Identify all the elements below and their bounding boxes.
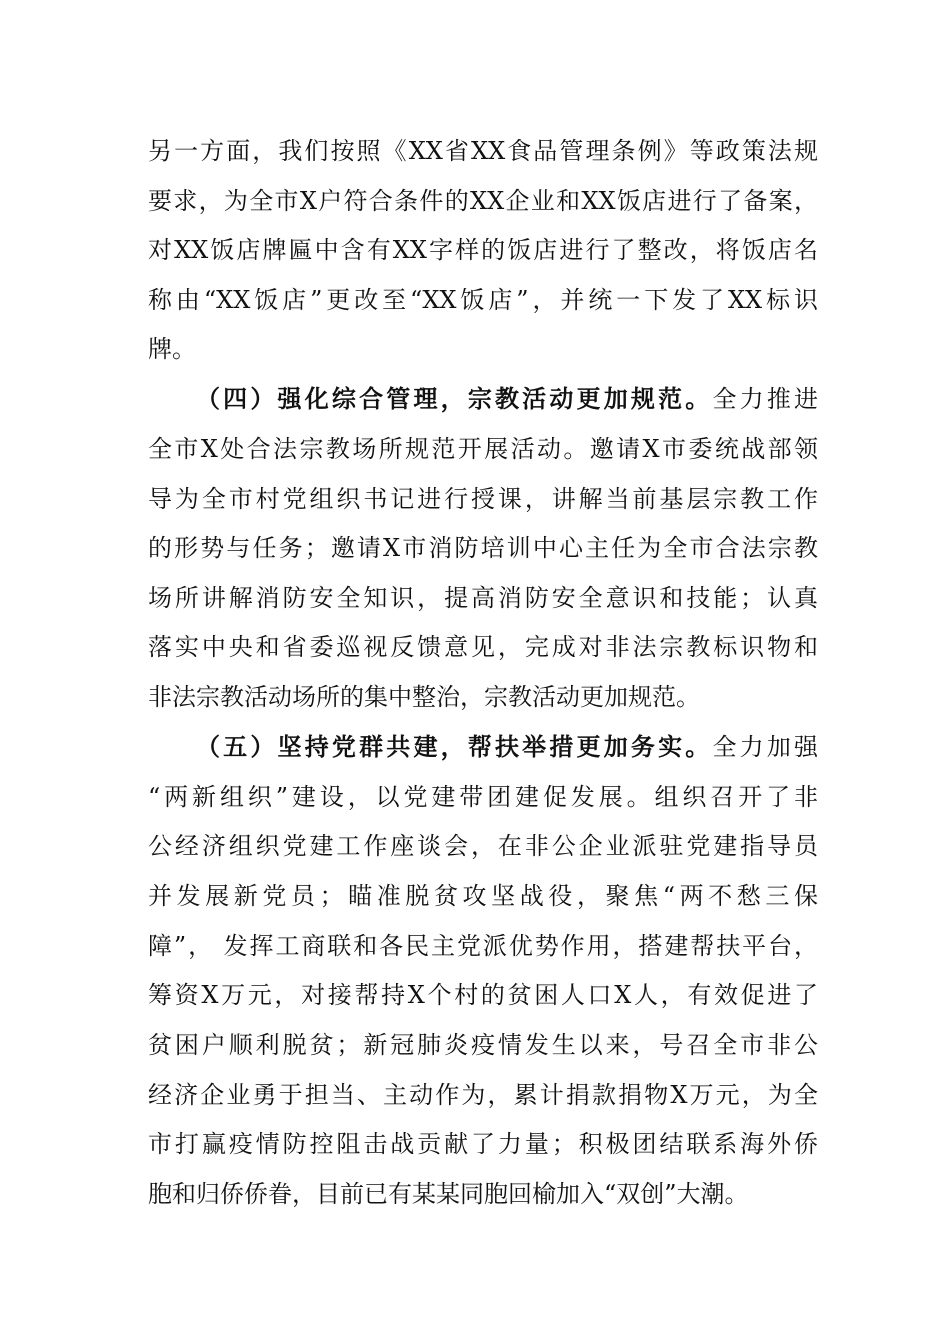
paragraph-3-line-4: 并发展新党员；瞄准脱贫攻坚战役，聚焦“两不愁三保 <box>148 882 818 910</box>
paragraph-2-line-7: 非法宗教活动场所的集中整治，宗教活动更加规范。 <box>148 683 700 711</box>
paragraph-2-line-3: 导为全市村党组织书记进行授课，讲解当前基层宗教工作 <box>148 485 818 513</box>
paragraph-2-line-2: 全市X处合法宗教场所规范开展活动。邀请X市委统战部领 <box>148 435 818 463</box>
paragraph-3-line-10: 胞和归侨侨眷，目前已有某某同胞回榆加入“双创”大潮。 <box>148 1180 749 1208</box>
paragraph-3-line-3: 公经济组织党建工作座谈会，在非公企业派驻党建指导员 <box>148 832 818 860</box>
paragraph-3-line-1-rest: 全力加强 <box>712 733 818 761</box>
paragraph-2-line-1 <box>196 384 818 414</box>
paragraph-1-line-3: 对XX饭店牌匾中含有XX字样的饭店进行了整改，将饭店名 <box>148 236 818 264</box>
paragraph-1-line-2: 要求，为全市X户符合条件的XX企业和XX饭店进行了备案， <box>148 187 818 215</box>
paragraph-3-line-7: 贫困户顺利脱贫；新冠肺炎疫情发生以来，号召全市非公 <box>148 1031 818 1059</box>
paragraph-3-line-2: “两新组织”建设，以党建带团建促发展。组织召开了非 <box>148 783 818 811</box>
paragraph-1-line-4: 称由“XX饭店”更改至“XX饭店”，并统一下发了XX标识 <box>148 286 818 314</box>
paragraph-3-line-1 <box>196 732 818 762</box>
section-heading-4: （四）强化综合管理，宗教活动更加规范。 <box>196 384 713 413</box>
paragraph-3-line-6: 筹资X万元，对接帮持X个村的贫困人口X人，有效促进了 <box>148 981 818 1009</box>
paragraph-3-line-9: 市打赢疫情防控阻击战贡献了力量；积极团结联系海外侨 <box>148 1130 818 1158</box>
paragraph-3-line-8: 经济企业勇于担当、主动作为，累计捐款捐物X万元，为全 <box>148 1081 818 1109</box>
paragraph-2-line-5: 场所讲解消防安全知识，提高消防安全意识和技能；认真 <box>148 584 818 612</box>
paragraph-3-line-5: 障”， 发挥工商联和各民主党派优势作用，搭建帮扶平台， <box>148 932 818 960</box>
paragraph-1-line-5: 牌。 <box>148 335 196 363</box>
paragraph-1-line-1: 另一方面，我们按照《XX省XX食品管理条例》等政策法规 <box>148 137 818 165</box>
paragraph-2-line-4: 的形势与任务；邀请X市消防培训中心主任为全市合法宗教 <box>148 534 818 562</box>
section-heading-5: （五）坚持党群共建，帮扶举措更加务实。 <box>196 732 713 761</box>
paragraph-2-line-1-rest: 全力推进 <box>712 385 818 413</box>
paragraph-2-line-6: 落实中央和省委巡视反馈意见，完成对非法宗教标识物和 <box>148 633 818 661</box>
